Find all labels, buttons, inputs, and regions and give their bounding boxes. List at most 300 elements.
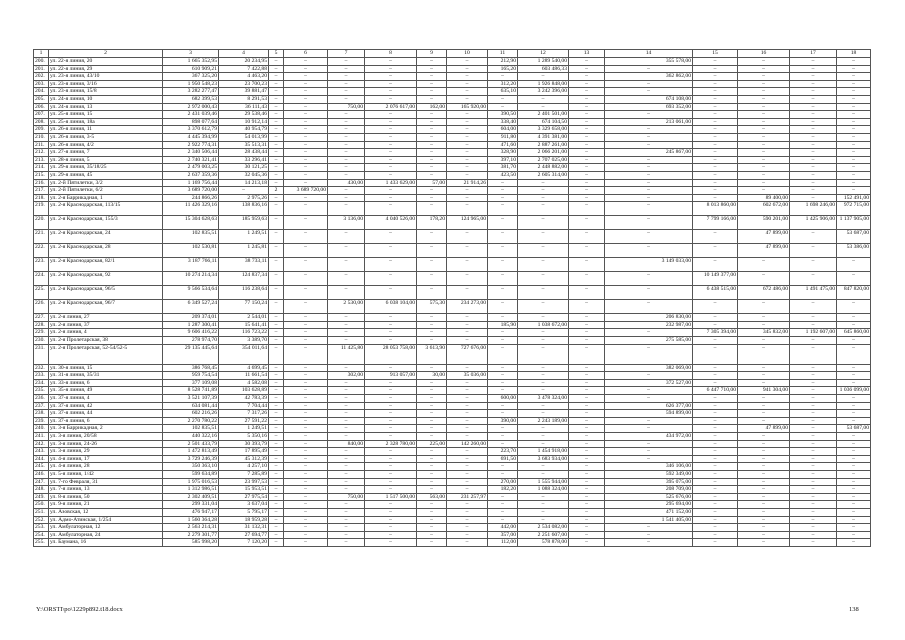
- value-cell: –: [790, 133, 837, 141]
- row-number-cell: 252.: [34, 516, 49, 524]
- address-cell: ул. 29-я линия, 45: [49, 171, 163, 179]
- value-cell: 1 975 016,53: [163, 478, 219, 486]
- value-cell: –: [569, 111, 605, 119]
- value-cell: –: [837, 103, 871, 111]
- value-cell: –: [488, 73, 518, 81]
- value-cell: –: [605, 539, 693, 547]
- value-cell: 36 111,43: [219, 103, 269, 111]
- value-cell: –: [328, 329, 365, 337]
- table-row: [34, 216, 871, 230]
- address-cell: ул. 22-я линия, 20: [49, 58, 163, 66]
- value-cell: 3 242 396,00: [518, 88, 569, 96]
- value-cell: –: [328, 118, 365, 126]
- value-cell: 116 723,22: [219, 329, 269, 337]
- value-cell: –: [738, 118, 790, 126]
- value-cell: 6 038 104,00: [365, 300, 417, 314]
- value-cell: –: [790, 531, 837, 539]
- value-cell: –: [693, 455, 738, 463]
- value-cell: 2 340 506,44: [163, 149, 219, 157]
- value-cell: –: [365, 433, 417, 441]
- value-cell: 11 425,80: [328, 344, 365, 364]
- value-cell: –: [569, 508, 605, 516]
- value-cell: 2 501 433,79: [163, 440, 219, 448]
- row-number-cell: 202.: [34, 73, 49, 81]
- value-cell: –: [837, 126, 871, 134]
- value-cell: 2 302 409,51: [163, 493, 219, 501]
- value-cell: –: [790, 164, 837, 172]
- value-cell: 213 061,00: [605, 118, 693, 126]
- value-cell: –: [488, 179, 518, 187]
- table-row: [34, 508, 871, 516]
- address-cell: ул. 24-я линия, 10: [49, 95, 163, 103]
- value-cell: –: [284, 524, 328, 532]
- value-cell: –: [284, 516, 328, 524]
- address-cell: ул. 2-я Краснодарская, 28: [49, 244, 163, 258]
- value-cell: –: [569, 486, 605, 494]
- value-cell: –: [269, 272, 284, 286]
- value-cell: –: [693, 372, 738, 380]
- value-cell: –: [269, 470, 284, 478]
- value-cell: –: [693, 410, 738, 418]
- value-cell: –: [790, 433, 837, 441]
- value-cell: –: [569, 410, 605, 418]
- value-cell: –: [328, 478, 365, 486]
- value-cell: –: [790, 230, 837, 244]
- value-cell: –: [837, 171, 871, 179]
- value-cell: 525 676,00: [605, 493, 693, 501]
- value-cell: –: [447, 379, 488, 387]
- value-cell: –: [569, 470, 605, 478]
- value-cell: –: [790, 149, 837, 157]
- value-cell: –: [328, 387, 365, 395]
- value-cell: –: [284, 372, 328, 380]
- value-cell: 27 591,22: [219, 417, 269, 425]
- value-cell: –: [693, 364, 738, 372]
- value-cell: –: [488, 103, 518, 111]
- value-cell: –: [328, 337, 365, 345]
- value-cell: 225,00: [417, 440, 447, 448]
- value-cell: –: [605, 417, 693, 425]
- value-cell: 6 438 515,00: [693, 286, 738, 300]
- table-row: [34, 478, 871, 486]
- value-cell: 1 472 813,49: [163, 448, 219, 456]
- value-cell: –: [365, 470, 417, 478]
- value-cell: –: [738, 433, 790, 441]
- value-cell: –: [284, 272, 328, 286]
- value-cell: –: [738, 126, 790, 134]
- value-cell: –: [693, 344, 738, 364]
- value-cell: –: [365, 337, 417, 345]
- column-number-header: 13: [569, 50, 605, 58]
- value-cell: –: [569, 216, 605, 230]
- value-cell: –: [447, 156, 488, 164]
- value-cell: –: [488, 387, 518, 395]
- value-cell: –: [790, 470, 837, 478]
- address-cell: ул. 28-я линия, 5: [49, 156, 163, 164]
- value-cell: –: [284, 164, 328, 172]
- address-cell: ул. 2-я Пролетарская, 52-54/52-5: [49, 344, 163, 364]
- value-cell: 2 066 201,00: [518, 149, 569, 157]
- table-row: [34, 337, 871, 345]
- row-number-cell: 211.: [34, 141, 49, 149]
- table-row: [34, 286, 871, 300]
- value-cell: –: [284, 258, 328, 272]
- value-cell: –: [365, 455, 417, 463]
- value-cell: 3 689 720,00: [163, 187, 219, 195]
- value-cell: –: [269, 244, 284, 258]
- value-cell: 152 491,00: [837, 194, 871, 202]
- value-cell: –: [417, 379, 447, 387]
- value-cell: –: [284, 329, 328, 337]
- value-cell: –: [417, 337, 447, 345]
- value-cell: 4 257,10: [219, 463, 269, 471]
- value-cell: –: [417, 455, 447, 463]
- value-cell: –: [328, 470, 365, 478]
- value-cell: –: [365, 478, 417, 486]
- value-cell: –: [569, 531, 605, 539]
- value-cell: –: [569, 329, 605, 337]
- value-cell: –: [269, 516, 284, 524]
- value-cell: –: [417, 364, 447, 372]
- value-cell: –: [284, 88, 328, 96]
- value-cell: 1 698 246,00: [790, 202, 837, 216]
- value-cell: –: [738, 395, 790, 403]
- value-cell: –: [738, 164, 790, 172]
- value-cell: –: [790, 321, 837, 329]
- value-cell: –: [790, 73, 837, 81]
- value-cell: 3 729 246,39: [163, 455, 219, 463]
- value-cell: –: [837, 470, 871, 478]
- address-cell: ул. 22-я линия, 29: [49, 65, 163, 73]
- value-cell: –: [605, 126, 693, 134]
- row-number-cell: 208.: [34, 118, 49, 126]
- value-cell: 1 249,51: [219, 425, 269, 433]
- value-cell: –: [447, 88, 488, 96]
- value-cell: 381,70: [488, 164, 518, 172]
- value-cell: 3 149 033,00: [605, 258, 693, 272]
- row-number-cell: 251.: [34, 508, 49, 516]
- value-cell: –: [328, 133, 365, 141]
- value-cell: –: [269, 417, 284, 425]
- table-row: [34, 501, 871, 509]
- value-cell: 634 081,44: [163, 402, 219, 410]
- value-cell: –: [693, 258, 738, 272]
- value-cell: –: [365, 88, 417, 96]
- value-cell: –: [447, 194, 488, 202]
- value-cell: –: [447, 531, 488, 539]
- value-cell: 1 926 848,00: [518, 80, 569, 88]
- value-cell: –: [488, 216, 518, 230]
- value-cell: –: [790, 395, 837, 403]
- value-cell: –: [738, 410, 790, 418]
- address-cell: ул. 4-я линия, 17: [49, 455, 163, 463]
- value-cell: 53 687,00: [837, 425, 871, 433]
- value-cell: 645 860,00: [837, 329, 871, 337]
- value-cell: –: [447, 539, 488, 547]
- value-cell: –: [738, 463, 790, 471]
- value-cell: –: [569, 425, 605, 433]
- value-cell: –: [284, 73, 328, 81]
- value-cell: –: [518, 337, 569, 345]
- value-cell: –: [417, 118, 447, 126]
- row-number-cell: 238.: [34, 410, 49, 418]
- value-cell: –: [447, 329, 488, 337]
- value-cell: –: [284, 448, 328, 456]
- value-cell: 3 689 720,00: [284, 187, 328, 195]
- address-cell: ул. 8-я линия, 50: [49, 493, 163, 501]
- value-cell: 39 881,47: [219, 88, 269, 96]
- value-cell: –: [417, 164, 447, 172]
- table-row: [34, 463, 871, 471]
- value-cell: –: [269, 531, 284, 539]
- value-cell: –: [837, 321, 871, 329]
- row-number-cell: 212.: [34, 149, 49, 157]
- value-cell: –: [790, 448, 837, 456]
- value-cell: 357,00: [488, 531, 518, 539]
- value-cell: –: [569, 194, 605, 202]
- value-cell: –: [417, 539, 447, 547]
- value-cell: –: [569, 88, 605, 96]
- row-number-cell: 224.: [34, 272, 49, 286]
- value-cell: 585 998,20: [163, 539, 219, 547]
- value-cell: 2 431 039,46: [163, 111, 219, 119]
- value-cell: –: [269, 80, 284, 88]
- value-cell: 3 389,70: [219, 337, 269, 345]
- value-cell: –: [417, 321, 447, 329]
- value-cell: –: [269, 179, 284, 187]
- value-cell: –: [417, 531, 447, 539]
- address-cell: ул. Амбулаторная, 12: [49, 524, 163, 532]
- value-cell: 600,00: [488, 395, 518, 403]
- value-cell: –: [569, 314, 605, 322]
- value-cell: –: [284, 118, 328, 126]
- value-cell: –: [518, 410, 569, 418]
- address-cell: ул. 35-я линия, 49: [49, 387, 163, 395]
- table-row: [34, 73, 871, 81]
- value-cell: 2 637 359,36: [163, 171, 219, 179]
- value-cell: –: [269, 65, 284, 73]
- value-cell: –: [837, 258, 871, 272]
- value-cell: –: [518, 463, 569, 471]
- value-cell: 2 707 025,00: [518, 156, 569, 164]
- value-cell: –: [693, 417, 738, 425]
- value-cell: –: [790, 126, 837, 134]
- value-cell: –: [269, 230, 284, 244]
- value-cell: –: [219, 187, 269, 195]
- value-cell: –: [569, 103, 605, 111]
- value-cell: –: [837, 501, 871, 509]
- value-cell: 103 628,89: [219, 387, 269, 395]
- value-cell: –: [269, 111, 284, 119]
- value-cell: 112,00: [488, 539, 518, 547]
- value-cell: –: [417, 126, 447, 134]
- row-number-cell: 232.: [34, 364, 49, 372]
- value-cell: –: [269, 258, 284, 272]
- value-cell: –: [269, 364, 284, 372]
- value-cell: –: [569, 501, 605, 509]
- column-number-header: 14: [605, 50, 693, 58]
- value-cell: 6 447 710,00: [693, 387, 738, 395]
- value-cell: –: [365, 410, 417, 418]
- value-cell: –: [269, 344, 284, 364]
- address-cell: ул. 2-я Краснодарская, 82/1: [49, 258, 163, 272]
- value-cell: –: [738, 88, 790, 96]
- value-cell: –: [837, 395, 871, 403]
- value-cell: –: [790, 344, 837, 364]
- value-cell: 11 661,54: [219, 372, 269, 380]
- value-cell: –: [837, 164, 871, 172]
- value-cell: –: [417, 258, 447, 272]
- value-cell: –: [365, 321, 417, 329]
- value-cell: –: [284, 402, 328, 410]
- value-cell: –: [569, 440, 605, 448]
- value-cell: –: [269, 440, 284, 448]
- address-cell: ул. 4-я линия, 28: [49, 463, 163, 471]
- value-cell: –: [605, 531, 693, 539]
- value-cell: –: [693, 58, 738, 66]
- value-cell: –: [837, 344, 871, 364]
- value-cell: –: [284, 539, 328, 547]
- value-cell: –: [328, 88, 365, 96]
- value-cell: 142 260,00: [447, 440, 488, 448]
- value-cell: –: [447, 486, 488, 494]
- value-cell: –: [569, 149, 605, 157]
- value-cell: –: [447, 286, 488, 300]
- value-cell: 7 120,20: [219, 539, 269, 547]
- value-cell: –: [569, 433, 605, 441]
- column-number-header: 17: [790, 50, 837, 58]
- value-cell: –: [569, 95, 605, 103]
- table-row: [34, 230, 871, 244]
- address-cell: ул. 2-я Краснодарская, 92: [49, 272, 163, 286]
- address-cell: ул. 9-я линия, 21: [49, 501, 163, 509]
- column-number-header: 9: [417, 50, 447, 58]
- value-cell: 2 448 882,00: [518, 164, 569, 172]
- value-cell: –: [518, 202, 569, 216]
- value-cell: –: [328, 425, 365, 433]
- value-cell: –: [693, 164, 738, 172]
- value-cell: –: [365, 156, 417, 164]
- value-cell: –: [447, 73, 488, 81]
- value-cell: –: [738, 95, 790, 103]
- value-cell: –: [837, 516, 871, 524]
- footer-file-path: Y:\ORSTI\po\1229p892.t18.docx: [36, 606, 123, 613]
- value-cell: 2 479 003,25: [163, 164, 219, 172]
- value-cell: –: [284, 171, 328, 179]
- value-cell: –: [790, 524, 837, 532]
- value-cell: –: [605, 344, 693, 364]
- value-cell: –: [693, 402, 738, 410]
- value-cell: –: [790, 410, 837, 418]
- value-cell: 1 289 540,00: [518, 58, 569, 66]
- value-cell: –: [284, 194, 328, 202]
- value-cell: –: [417, 387, 447, 395]
- value-cell: –: [518, 379, 569, 387]
- column-number-header: 10: [447, 50, 488, 58]
- value-cell: 42 783,39: [219, 395, 269, 403]
- value-cell: –: [417, 478, 447, 486]
- value-cell: –: [269, 58, 284, 66]
- value-cell: 275 585,00: [605, 337, 693, 345]
- value-cell: –: [284, 531, 328, 539]
- value-cell: –: [790, 179, 837, 187]
- value-cell: –: [518, 244, 569, 258]
- row-number-cell: 216.: [34, 179, 49, 187]
- value-cell: –: [693, 126, 738, 134]
- value-cell: –: [605, 272, 693, 286]
- value-cell: –: [518, 286, 569, 300]
- value-cell: –: [365, 531, 417, 539]
- value-cell: –: [518, 179, 569, 187]
- value-cell: 2 563 214,31: [163, 524, 219, 532]
- value-cell: –: [518, 95, 569, 103]
- value-cell: –: [284, 364, 328, 372]
- value-cell: –: [569, 478, 605, 486]
- value-cell: –: [693, 149, 738, 157]
- table-row: [34, 58, 871, 66]
- value-cell: –: [790, 486, 837, 494]
- value-cell: –: [328, 395, 365, 403]
- value-cell: 1 036 099,00: [837, 387, 871, 395]
- row-number-cell: 200.: [34, 58, 49, 66]
- value-cell: 7 317,26: [219, 410, 269, 418]
- value-cell: –: [328, 402, 365, 410]
- column-number-header: 1: [34, 50, 49, 58]
- value-cell: –: [518, 258, 569, 272]
- value-cell: –: [365, 417, 417, 425]
- row-number-cell: 248.: [34, 486, 49, 494]
- address-cell: ул. 3-я линия, 20/58: [49, 433, 163, 441]
- table-row: [34, 448, 871, 456]
- value-cell: –: [790, 501, 837, 509]
- value-cell: 35 513,31: [219, 141, 269, 149]
- value-cell: –: [837, 272, 871, 286]
- value-cell: –: [518, 300, 569, 314]
- value-cell: –: [738, 493, 790, 501]
- value-cell: –: [738, 539, 790, 547]
- value-cell: 2 975,26: [219, 194, 269, 202]
- value-cell: –: [569, 379, 605, 387]
- value-cell: –: [269, 156, 284, 164]
- address-cell: ул. 31-я линия, 35/31: [49, 372, 163, 380]
- address-cell: ул. 3-я линия, 24-26: [49, 440, 163, 448]
- value-cell: –: [693, 470, 738, 478]
- value-cell: –: [417, 448, 447, 456]
- row-number-cell: 222.: [34, 244, 49, 258]
- value-cell: –: [269, 486, 284, 494]
- value-cell: –: [790, 194, 837, 202]
- value-cell: –: [269, 321, 284, 329]
- value-cell: 35 036,00: [447, 372, 488, 380]
- value-cell: –: [738, 300, 790, 314]
- value-cell: 295 694,00: [605, 501, 693, 509]
- value-cell: 590 201,00: [738, 216, 790, 230]
- value-cell: –: [605, 329, 693, 337]
- value-cell: –: [328, 455, 365, 463]
- value-cell: –: [417, 202, 447, 216]
- value-cell: –: [605, 164, 693, 172]
- value-cell: 47 899,00: [738, 230, 790, 244]
- value-cell: –: [269, 314, 284, 322]
- row-number-cell: 201.: [34, 65, 49, 73]
- value-cell: –: [693, 448, 738, 456]
- value-cell: –: [693, 179, 738, 187]
- value-cell: –: [790, 258, 837, 272]
- value-cell: –: [284, 493, 328, 501]
- value-cell: 102 835,51: [163, 425, 219, 433]
- value-cell: –: [837, 486, 871, 494]
- value-cell: 3 282 277,47: [163, 88, 219, 96]
